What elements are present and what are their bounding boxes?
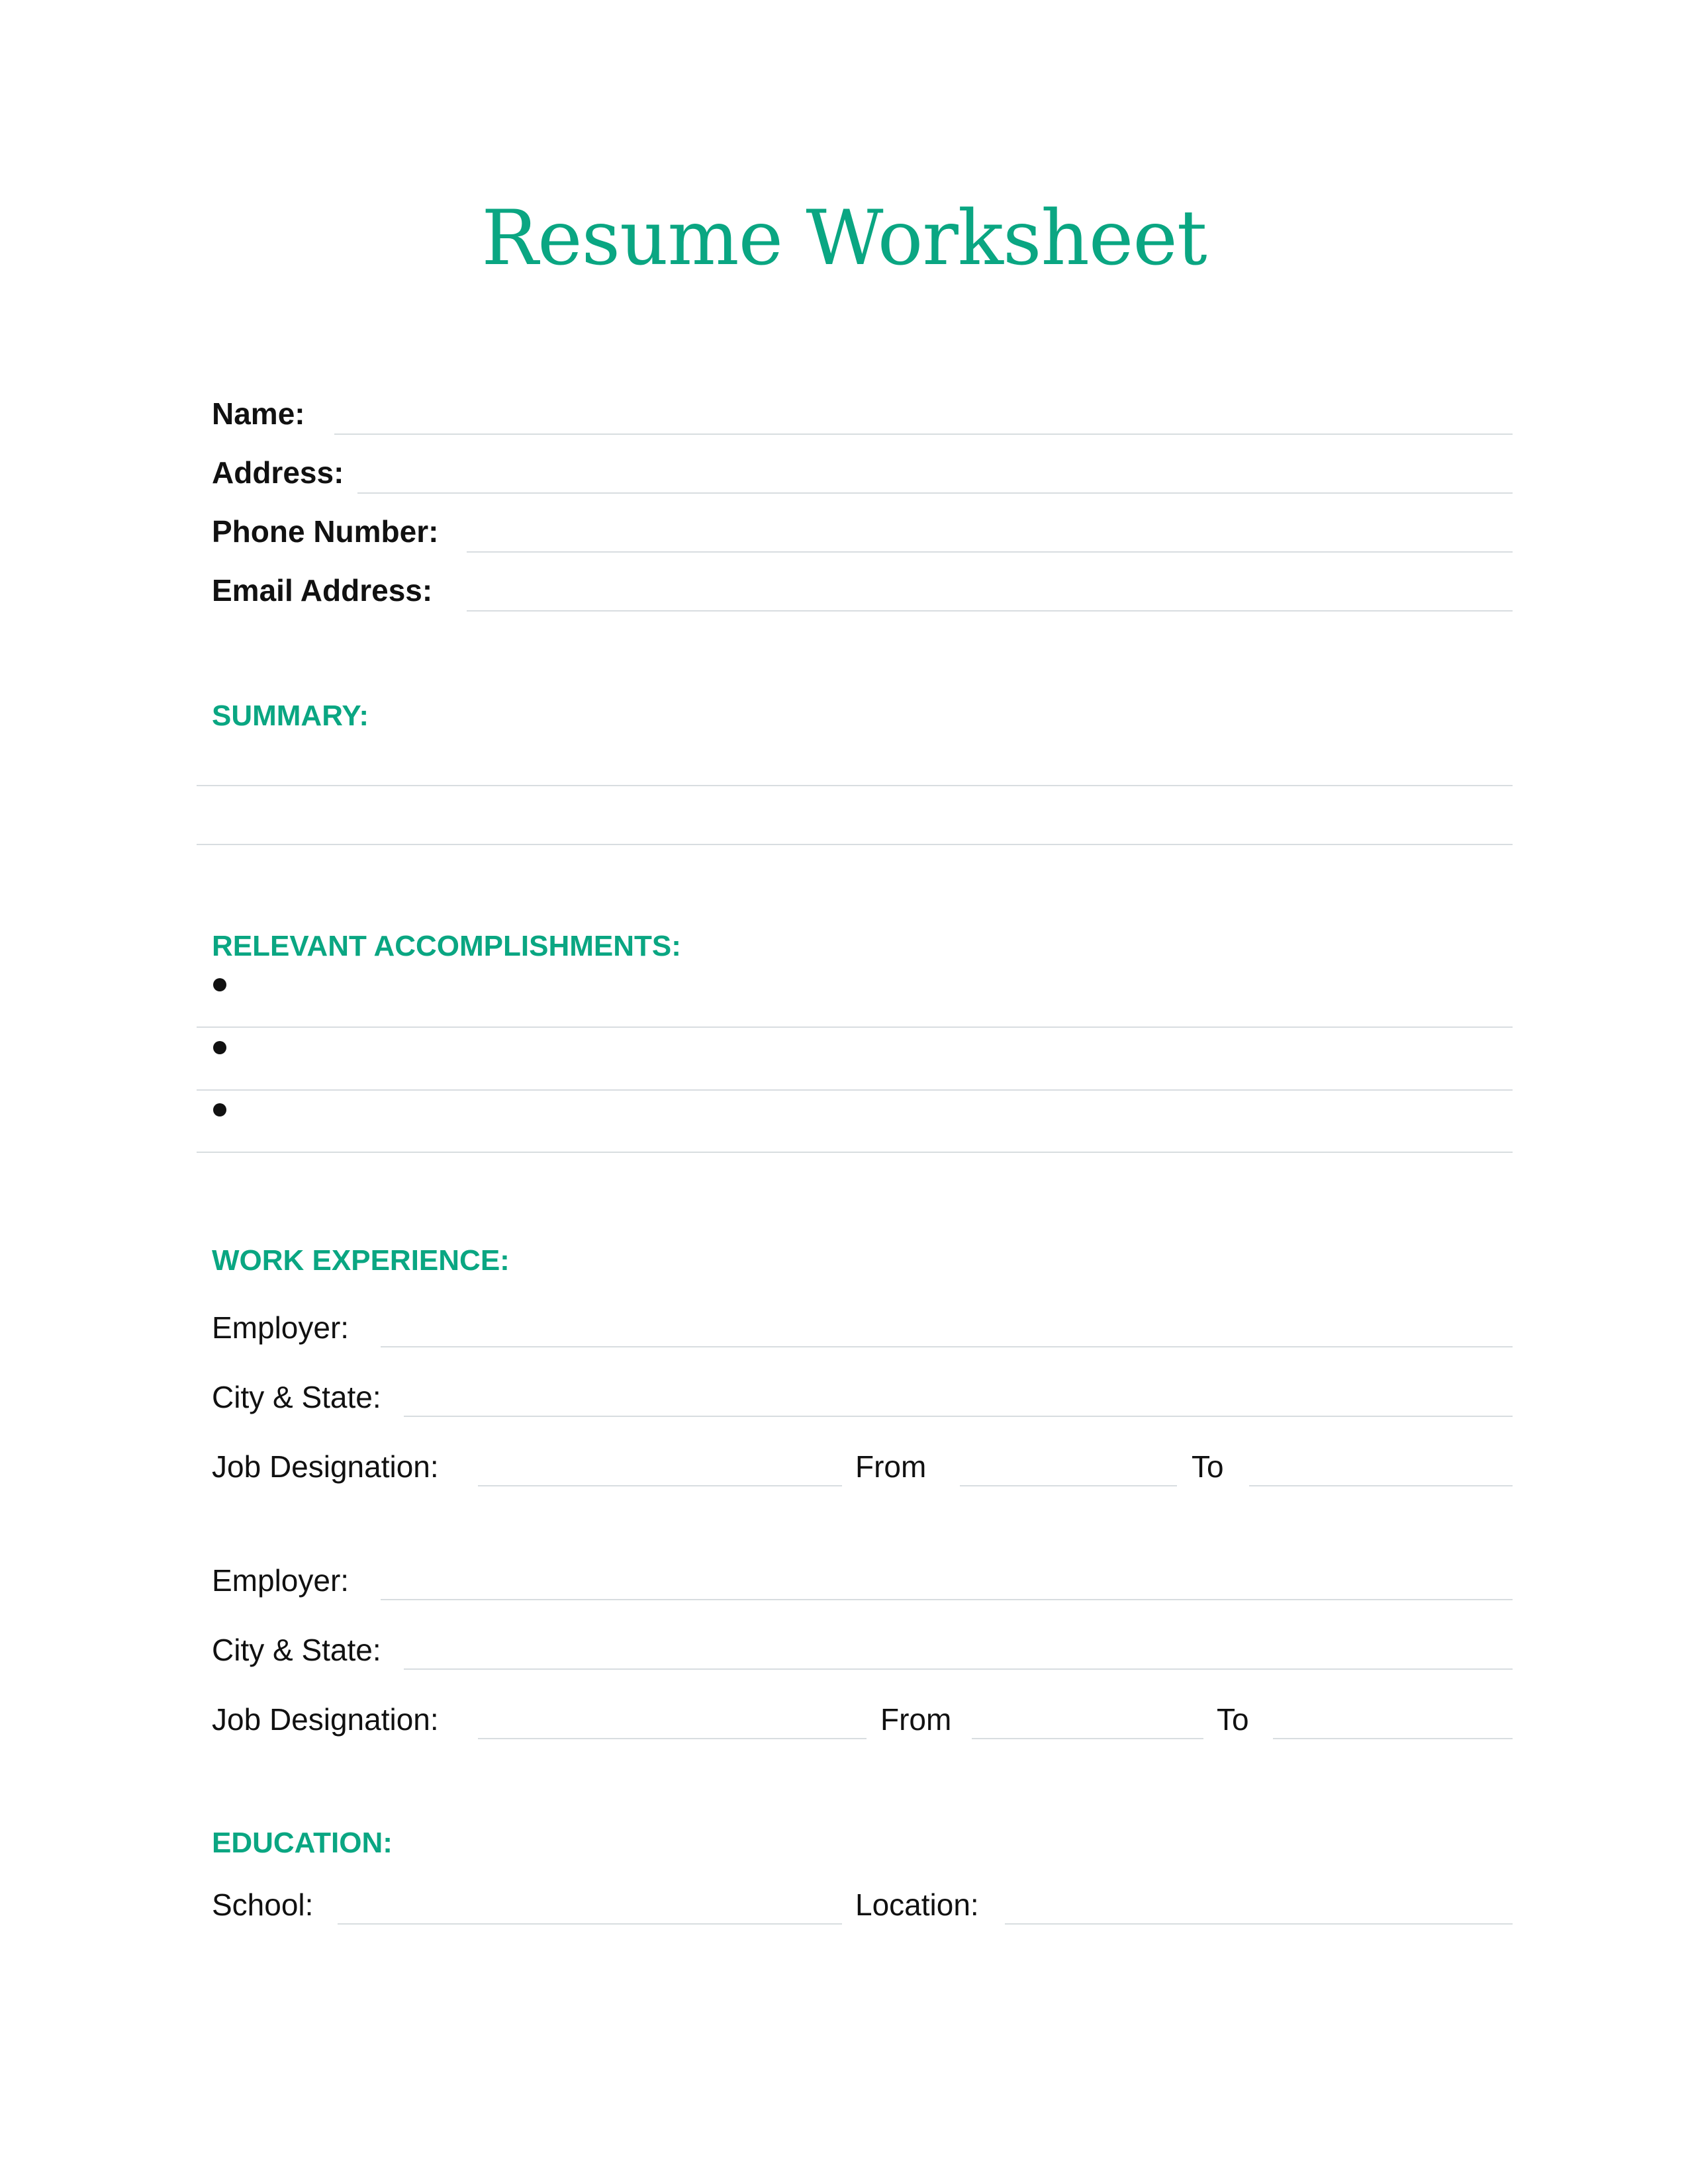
address-label: Address: [212,455,344,490]
page-title: Resume Worksheet [481,194,1207,282]
summary-line-1[interactable] [197,785,1513,786]
job-designation-field[interactable] [478,1485,842,1486]
location-label: Location: [855,1888,979,1922]
bullet-2 [213,1041,226,1054]
city-state-field[interactable] [404,1668,1513,1670]
from-field[interactable] [960,1485,1177,1486]
from-label: From [880,1702,952,1737]
summary-line-2[interactable] [197,844,1513,845]
job-designation-label: Job Designation: [212,1702,439,1737]
city-state-label: City & State: [212,1633,381,1667]
employer-field[interactable] [381,1599,1513,1600]
employer-label: Employer: [212,1563,350,1598]
accomplishment-line-1[interactable] [197,1026,1513,1028]
job-designation-field[interactable] [478,1738,867,1739]
city-state-label: City & State: [212,1380,381,1414]
address-field[interactable] [357,492,1513,494]
education-heading: EDUCATION: [212,1827,393,1859]
phone-label: Phone Number: [212,514,439,549]
city-state-field[interactable] [404,1416,1513,1417]
from-field[interactable] [972,1738,1203,1739]
school-field[interactable] [338,1923,842,1925]
email-label: Email Address: [212,573,433,608]
location-field[interactable] [1005,1923,1513,1925]
to-label: To [1192,1449,1224,1484]
email-field[interactable] [467,610,1513,612]
summary-heading: SUMMARY: [212,700,369,732]
name-field[interactable] [334,433,1513,435]
employer-field[interactable] [381,1346,1513,1347]
to-field[interactable] [1273,1738,1513,1739]
phone-field[interactable] [467,551,1513,553]
work-heading: WORK EXPERIENCE: [212,1244,510,1277]
accomplishments-heading: RELEVANT ACCOMPLISHMENTS: [212,930,681,962]
to-field[interactable] [1249,1485,1513,1486]
bullet-1 [213,978,226,991]
bullet-3 [213,1103,226,1116]
name-label: Name: [212,396,305,431]
to-label: To [1217,1702,1249,1737]
from-label: From [855,1449,927,1484]
accomplishment-line-2[interactable] [197,1089,1513,1091]
job-designation-label: Job Designation: [212,1449,439,1484]
school-label: School: [212,1888,314,1922]
accomplishment-line-3[interactable] [197,1152,1513,1153]
employer-label: Employer: [212,1310,350,1345]
